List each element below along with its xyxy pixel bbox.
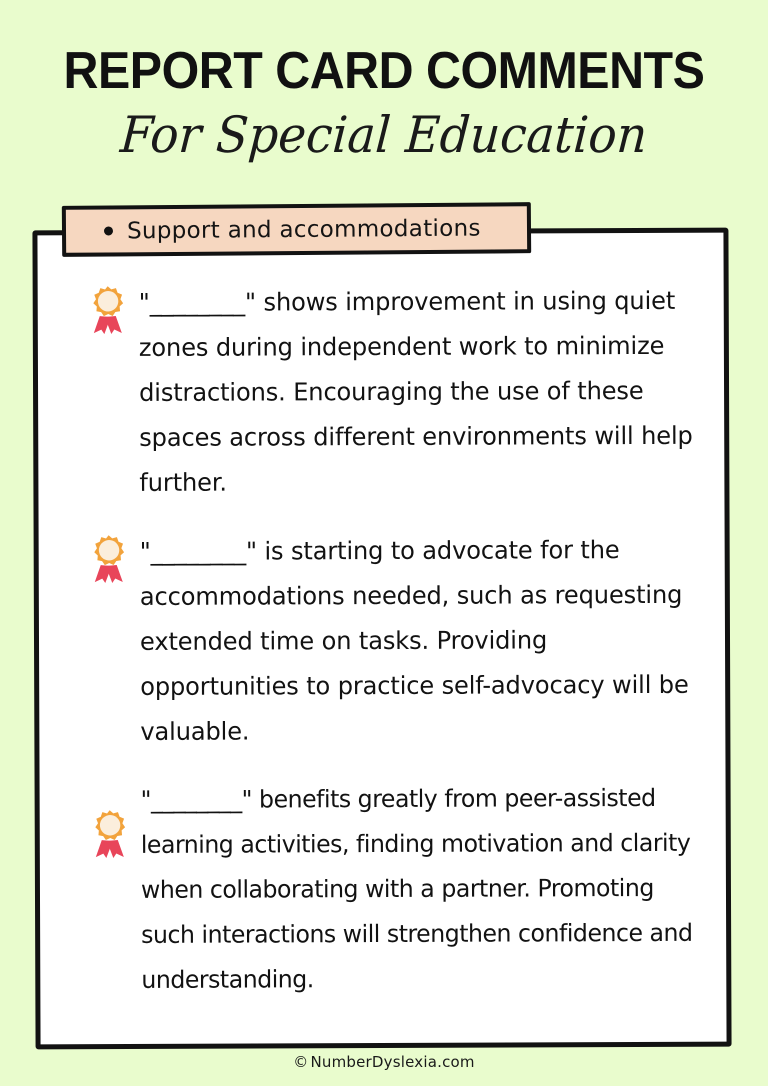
comment-item	[86, 776, 717, 1003]
comment-text: "________" benefits greatly from peer-assisted learning activities, finding motivation and clarity when collaborating with a partner. Promoting such interactions will strengthen confidence and understanding.	[140, 783, 693, 994]
comments-card-inner	[37, 233, 726, 1045]
comments-list	[84, 278, 717, 1027]
bullet-dot-icon	[104, 226, 113, 235]
rosette-award-icon	[87, 533, 131, 585]
copyright-icon: ©	[293, 1053, 309, 1071]
section-banner-label: Support and accommodations	[126, 215, 481, 244]
rosette-award-icon	[88, 808, 132, 860]
comment-text: "________" is starting to advocate for the accommodations needed, such as requesting extended time on tasks. Providing opportunities to practice self-advocacy will be valuable.	[139, 535, 689, 746]
section-banner	[62, 202, 531, 257]
page-subtitle: For Special Education	[118, 106, 650, 164]
comments-card	[32, 228, 731, 1050]
comment-item	[84, 278, 715, 505]
comment-item	[85, 527, 716, 754]
page-header	[0, 0, 768, 166]
page-title: REPORT CARD COMMENTS	[63, 42, 705, 100]
footer-site-label: NumberDyslexia.com	[310, 1053, 475, 1071]
comment-text: "________" shows improvement in using quiet zones during independent work to minimize distractions. Encouraging the use of these spaces across different environments will help further.	[138, 285, 693, 497]
rosette-award-icon	[86, 284, 130, 336]
footer	[0, 1053, 768, 1071]
